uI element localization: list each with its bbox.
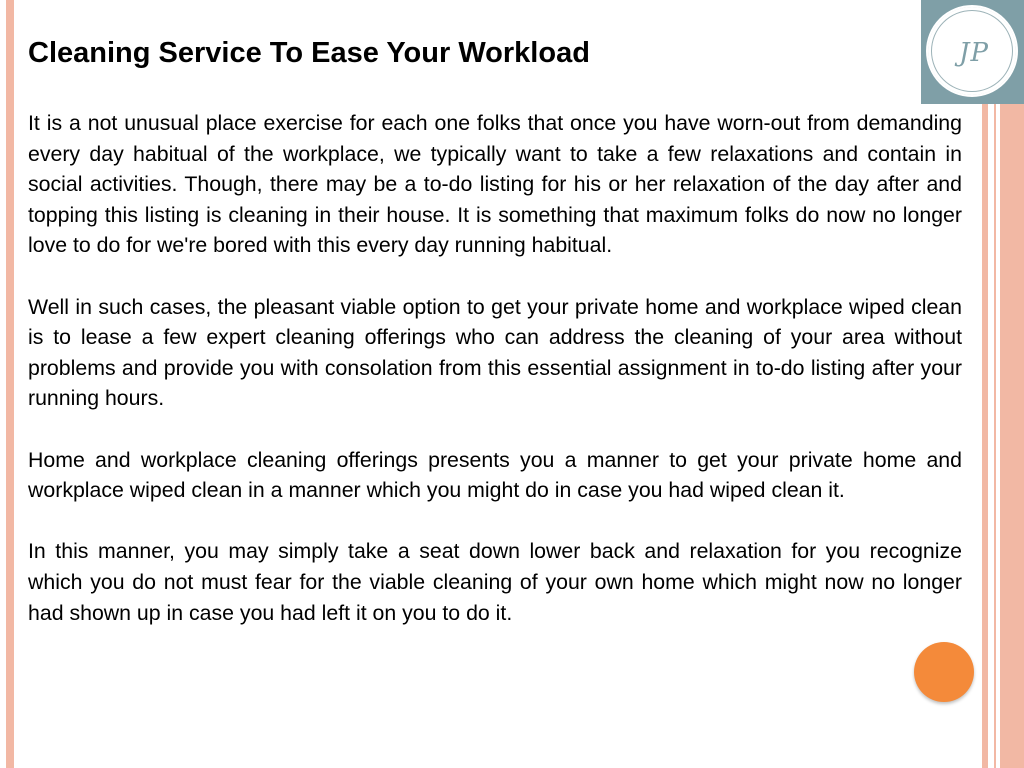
page-title: Cleaning Service To Ease Your Workload — [28, 37, 590, 69]
paragraph: It is a not unusual place exercise for each one folks that once you have worn-out from demanding every day habitual of the workplace, we typically want to take a few relaxations and contain in social activities. Though, there may be a to-do listing for his or her relaxation of the day after and topping this listing is cleaning in their house. It is something that maximum folks do now no longer love to do for we're bored with this every day running habitual. — [28, 111, 962, 258]
logo-circle — [926, 5, 1018, 97]
logo — [921, 0, 1024, 104]
orange-circle-decoration — [914, 642, 974, 702]
paragraph: Well in such cases, the pleasant viable option to get your private home and workplace wiped clean is to lease a few expert cleaning offerings who can address the cleaning of your area without problems and provide you with consolation from this essential assignment in to-do listing after your running hours. — [28, 294, 962, 411]
logo-text: JP — [959, 38, 989, 68]
right-decorative-band-wide — [1000, 0, 1024, 768]
body-text — [28, 108, 962, 659]
paragraph: In this manner, you may simply take a seat down lower back and relaxation for you recognize which you do not must fear for the viable cleaning of your own home which might now no longer had shown up in case you had left it on you to do it. — [28, 539, 962, 625]
left-decorative-stripe — [6, 0, 14, 768]
right-decorative-band — [982, 0, 988, 768]
paragraph: Home and workplace cleaning offerings presents you a manner to get your private home and workplace wiped clean in a manner which you might do in case you had wiped clean it. — [28, 447, 962, 503]
right-decorative-band-thin — [994, 0, 996, 768]
